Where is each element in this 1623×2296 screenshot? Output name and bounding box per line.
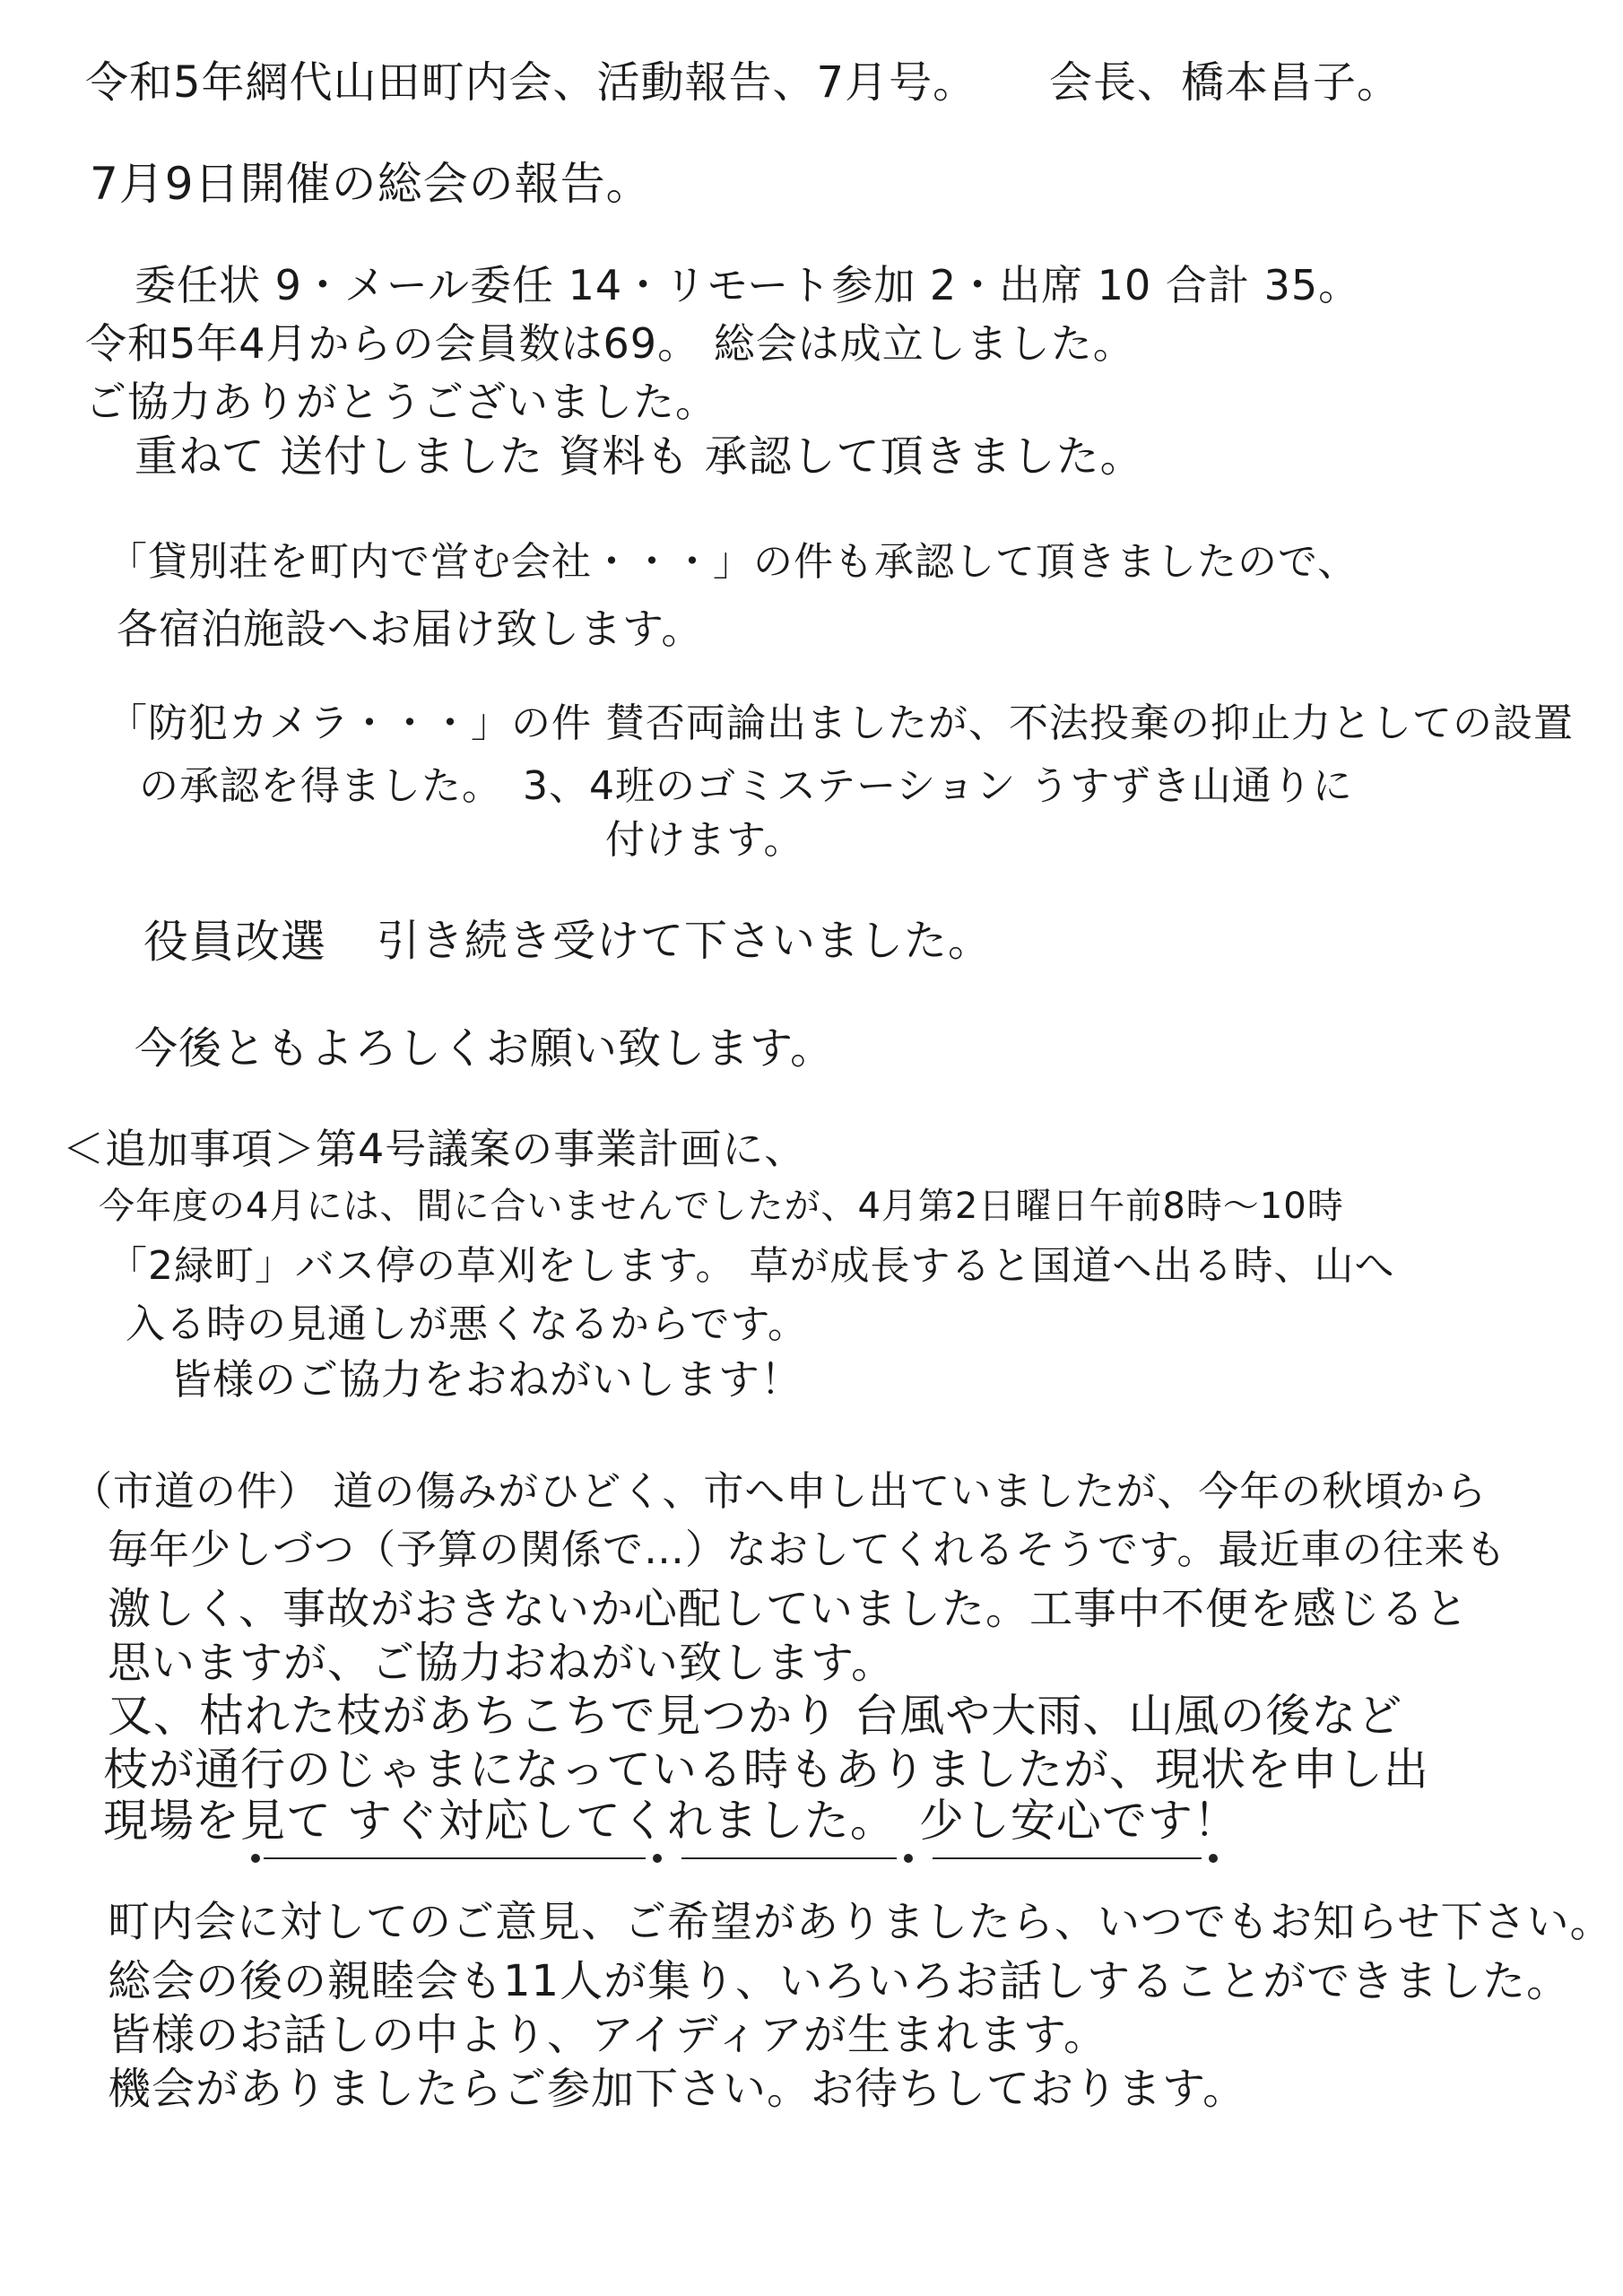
city-road-line-4: 思いますが、ご協力おねがい致します。 xyxy=(108,1638,896,1688)
divider-segment xyxy=(264,1857,646,1859)
camera-line-1: 「防犯カメラ・・・」の件 賛否両論出ましたが、不法投棄の抑止力としての設置 xyxy=(108,700,1574,746)
camera-line-3: 付けます。 xyxy=(605,817,804,863)
city-road-line-5: 又、枯れた枝があちこちで見つかり 台風や大雨、山風の後など xyxy=(108,1690,1403,1742)
rental-line-2: 各宿泊施設へお届け致します。 xyxy=(117,604,704,653)
additional-heading: ＜追加事項＞第4号議案の事業計画に、 xyxy=(63,1125,807,1173)
section-divider xyxy=(251,1849,1282,1867)
materials-line: 重ねて 送付しました 資料も 承認して頂きました。 xyxy=(135,431,1144,482)
additional-line-1: 今年度の4月には、間に合いませんでしたが、4月第2日曜日午前8時～10時 xyxy=(99,1186,1344,1227)
city-road-line-7: 現場を見て すぐ対応してくれました。 少し安心です！ xyxy=(103,1795,1239,1847)
divider-segment xyxy=(933,1857,1202,1859)
additional-line-2: 「2緑町」バス停の草刈をします。 草が成長すると国道へ出る時、山へ xyxy=(108,1243,1395,1289)
closing-line-2: 総会の後の親睦会も11人が集り、いろいろお話しすることができました。 xyxy=(108,1956,1571,2006)
divider-dot xyxy=(904,1854,913,1863)
meeting-heading: 7月9日開催の総会の報告。 xyxy=(90,158,652,210)
author-signature: 会長、橋本昌子。 xyxy=(1049,57,1402,108)
regards-line: 今後ともよろしくお願い致します。 xyxy=(135,1023,835,1074)
divider-dot xyxy=(251,1854,260,1863)
city-road-line-3: 激しく、事故がおきないか心配していました。工事中不便を感じると xyxy=(108,1584,1470,1634)
city-road-line-1: （市道の件） 道の傷みがひどく、市へ申し出ていましたが、今年の秋頃から xyxy=(72,1467,1488,1515)
closing-line-4: 機会がありましたらご参加下さい。お待ちしております。 xyxy=(108,2064,1247,2114)
divider-dot xyxy=(1209,1854,1218,1863)
attendance-line: 委任状 9・メール委任 14・リモート参加 2・出席 10 合計 35。 xyxy=(135,261,1361,309)
camera-line-2: の承認を得ました。 3、4班のゴミステーション うすずき山通りに xyxy=(139,763,1353,809)
officers-label: 役員改選 xyxy=(143,916,326,968)
closing-line-3: 皆様のお話しの中より、アイディアが生まれます。 xyxy=(108,2010,1108,2060)
city-road-line-6: 枝が通行のじゃまになっている時もありましたが、現状を申し出 xyxy=(103,1744,1429,1796)
divider-dot xyxy=(653,1854,662,1863)
officers-text: 引き続き受けて下さいました。 xyxy=(377,916,993,966)
document-title: 令和5年網代山田町内会、活動報告、7月号。 xyxy=(85,57,977,108)
membership-line: 令和5年4月からの会員数は69。 総会は成立しました。 xyxy=(85,319,1135,368)
divider-segment xyxy=(681,1857,897,1859)
additional-line-3: 入る時の見通しが悪くなるからです。 xyxy=(126,1301,809,1347)
rental-line-1: 「貸別荘を町内で営む会社・・・」の件も承認して頂きましたので、 xyxy=(108,539,1358,585)
city-road-line-2: 毎年少しづつ（予算の関係で…）なおしてくれるそうです。最近車の往来も xyxy=(108,1526,1507,1573)
additional-line-4: 皆様のご協力をおねがいします！ xyxy=(170,1355,803,1404)
closing-line-1: 町内会に対してのご意見、ご希望がありましたら、いつでもお知らせ下さい。 xyxy=(108,1898,1613,1947)
thanks-line: ご協力ありがとうございました。 xyxy=(85,378,717,426)
